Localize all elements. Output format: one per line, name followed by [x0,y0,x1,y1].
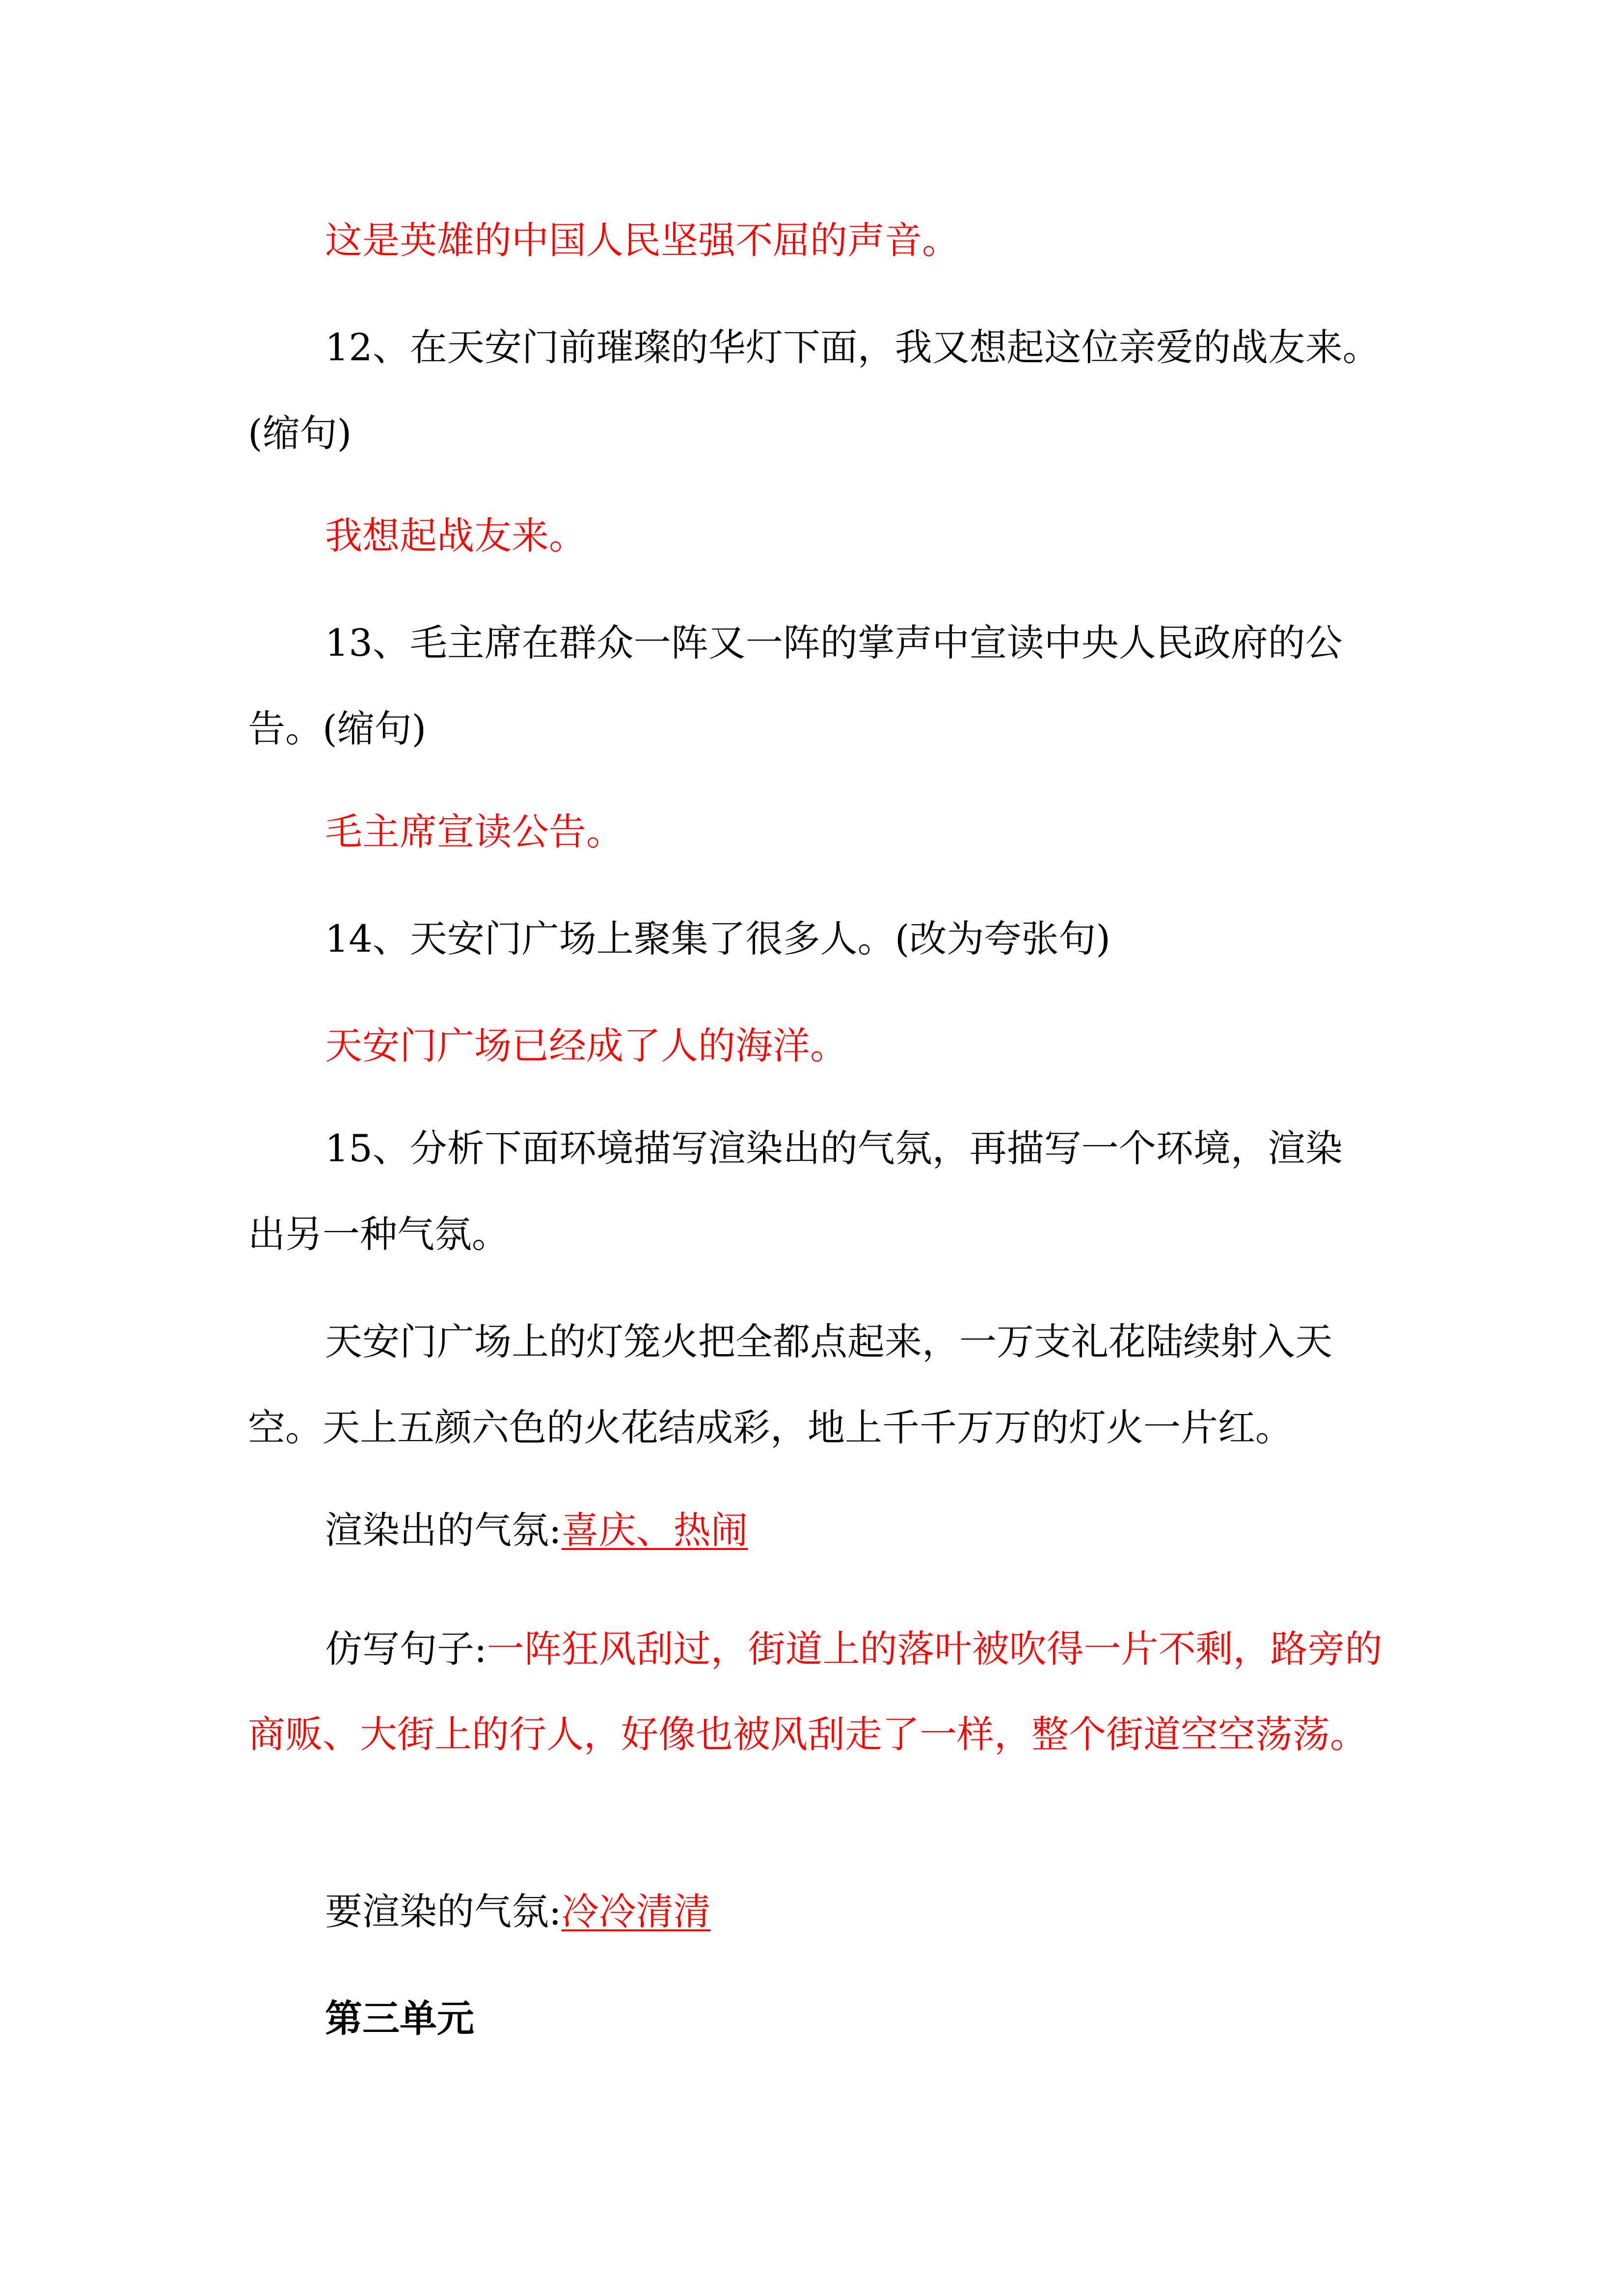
question-12-line-2: (缩句) [248,411,352,455]
question-14: 14、天安门广场上聚集了很多人。(改为夸张句) [325,917,1111,961]
question-15-line-2: 出另一种气氛。 [248,1212,509,1256]
target-answer: 冷冷清清 [561,1890,711,1933]
unit-heading: 第三单元 [325,1997,474,2040]
question-13-line-2: 告。(缩句) [248,707,427,750]
imitate-paragraph [248,1606,1392,1777]
answer-14: 天安门广场已经成了人的海洋。 [325,1024,847,1068]
answer-13: 毛主席宣读公告。 [325,810,623,854]
question-12-line-1: 12、在天安门前璀璨的华灯下面，我又想起这位亲爱的战友来。 [325,325,1380,369]
answer-11: 这是英雄的中国人民坚强不屈的声音。 [325,218,959,262]
target-label: 要渲染的气氛: [325,1890,562,1933]
atmosphere-answer: 喜庆、热闹 [561,1508,748,1552]
question-15-line-1: 15、分析下面环境描写渲染出的气氛，再描写一个环境，渲染 [325,1126,1343,1170]
atmosphere-label: 渲染出的气氛: [325,1508,562,1552]
imitate-label: 仿写句子: [325,1627,487,1671]
question-13-line-1: 13、毛主席在群众一阵又一阵的掌声中宣读中央人民政府的公 [325,621,1343,665]
target-atmosphere-row [325,1887,711,1936]
passage-line-1: 天安门广场上的灯笼火把全都点起来，一万支礼花陆续射入天 [325,1320,1332,1363]
answer-12: 我想起战友来。 [325,514,586,558]
atmosphere-row [325,1506,748,1555]
passage-line-2: 空。天上五颜六色的火花结成彩，地上千千万万的灯火一片红。 [248,1406,1293,1449]
imitate-answer: 一阵狂风刮过，街道上的落叶被吹得一片不剩，路旁的商贩、大街上的行人，好像也被风刮走了一样，整个街道空空荡荡。 [248,1627,1382,1756]
